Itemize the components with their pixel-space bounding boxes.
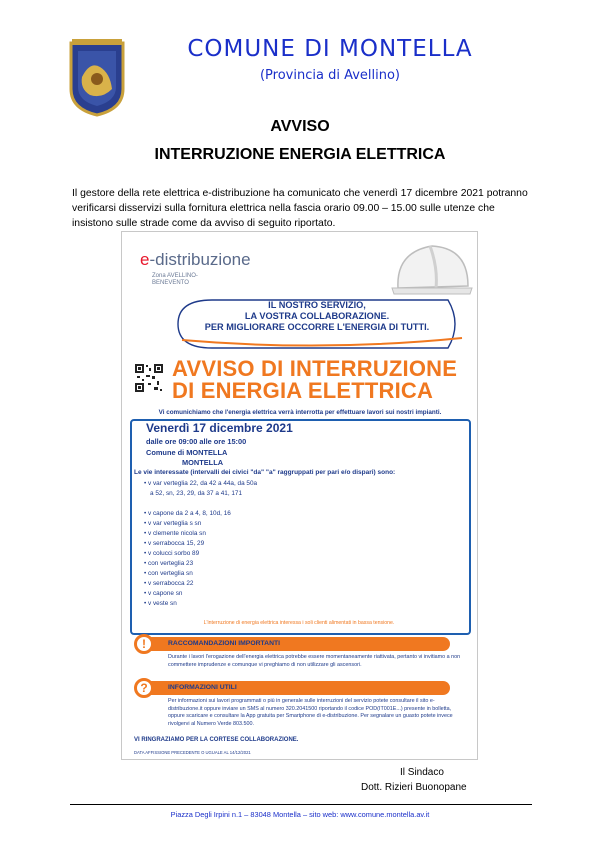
- helmet-icon: [390, 238, 474, 302]
- street-item: • v capone sn: [144, 590, 183, 597]
- recommendations-text: Durante i lavori l'erogazione dell'energia elettrica potrebbe essere momentaneamente riattivata, pertanto vi invitiamo a non commettere imprudenze e comunque vi preghiamo di non utilizzare gli ascensori.: [168, 654, 461, 668]
- street-item: a 52, sn, 23, 29, da 37 a 41, 171: [150, 490, 243, 497]
- info-bar: INFORMAZIONI UTILI: [150, 681, 450, 695]
- zone-label: Zona AVELLINO-BENEVENTO: [152, 273, 198, 286]
- outage-poster: [121, 231, 478, 760]
- street-item: • v colucci sorbo 89: [144, 550, 200, 557]
- poster-intro: Vi comunichiamo che l'energia elettrica verrà interrotta per effettuare lavori sui nostri impianti.: [158, 409, 442, 416]
- street-item: • v veste sn: [144, 600, 177, 607]
- outage-date: Venerdì 17 dicembre 2021: [146, 421, 293, 435]
- footer-divider: [70, 804, 532, 805]
- low-voltage-note: L'interruzione di energia elettrica interessa i soli clienti alimentati in bassa tensione.: [203, 620, 395, 626]
- slogan-line-1: IL NOSTRO SERVIZIO,: [268, 300, 366, 310]
- slogan-line-2: LA VOSTRA COLLABORAZIONE.: [244, 311, 390, 321]
- streets-title: Le vie interessate (intervalli dei civici "da" "a" raggruppati per pari e/o dispari) sono:: [134, 469, 396, 476]
- edistribuzione-logo: [140, 250, 251, 270]
- mayor-name: Dott. Rizieri Buonopane: [361, 782, 467, 793]
- crest-icon: [68, 37, 126, 117]
- slogan-line-3: PER MIGLIORARE OCCORRE L'ENERGIA DI TUTTI.: [204, 322, 430, 332]
- logo-text: -distribuzione: [149, 250, 251, 269]
- municipality-title: COMUNE DI MONTELLA: [187, 36, 473, 62]
- qr-code-icon: [134, 363, 164, 393]
- outage-comune: Comune di MONTELLA: [146, 448, 228, 457]
- street-item: • v var verteglia s sn: [144, 520, 202, 527]
- thanks-line: VI RINGRAZIAMO PER LA CORTESE COLLABORAZIONE.: [134, 737, 299, 743]
- slogan: [182, 300, 452, 333]
- info-text: Per informazioni sui lavori programmati o più in generale sulle interruzioni del servizio potete consultare il sito e-distribuzione.it oppure inviare un SMS al numero 320.2041500 riportando il codice POD(IT001E...) presente in bolletta, oppure scaricare e consultare la App gratuita per Smartphone di e-distribuzione. Per segnalare un guasto potete invece rivolgervi al Numero Verde 803.500.: [168, 698, 453, 727]
- poster-title-line-1: AVVISO DI INTERRUZIONE: [172, 356, 458, 381]
- notice-heading: AVVISO: [270, 118, 330, 135]
- recommendations-bar: RACCOMANDAZIONI IMPORTANTI: [150, 637, 450, 651]
- notice-body: Il gestore della rete elettrica e-distribuzione ha comunicato che venerdì 17 dicembre 2021 potranno verificarsi disservizi sulla fornitura elettrica nella fascia orario 09.00 – 15.00 sulle utenze che insistono sulle strade come da avviso di seguito riportato.: [72, 188, 528, 229]
- warning-icon: !: [134, 634, 154, 654]
- outage-comune-sub: MONTELLA: [182, 458, 224, 467]
- street-item: • con verteglia 23: [144, 560, 194, 567]
- streets-list: [144, 479, 384, 609]
- province-subtitle: (Provincia di Avellino): [259, 68, 401, 83]
- notice-subheading: INTERRUZIONE ENERGIA ELETTRICA: [154, 146, 446, 163]
- footer-address: Piazza Degli Irpini n.1 – 83048 Montella – sito web: www.comune.montella.av.it: [170, 810, 430, 819]
- street-item: • v var verteglia 22, da 42 a 44a, da 50a: [144, 480, 258, 487]
- street-item: • v capone da 2 a 4, 8, 10d, 16: [144, 510, 231, 517]
- street-item: • v serrabocca 22: [144, 580, 194, 587]
- info-icon: ?: [134, 678, 154, 698]
- street-item: • v serrabocca 15, 29: [144, 540, 205, 547]
- poster-title: [172, 358, 472, 402]
- street-item: • con verteglia sn: [144, 570, 193, 577]
- outage-hours: dalle ore 09:00 alle ore 15:00: [146, 437, 247, 446]
- logo-e: e: [140, 250, 150, 269]
- street-spacer: [144, 499, 384, 509]
- mayor-role: Il Sindaco: [400, 767, 444, 778]
- street-item: • v clemente nicola sn: [144, 530, 206, 537]
- posting-date: DATA AFFISSIONE PRECEDENTE O UGUALE AL 14/12/2021: [134, 750, 251, 755]
- poster-title-line-2: DI ENERGIA ELETTRICA: [172, 378, 434, 403]
